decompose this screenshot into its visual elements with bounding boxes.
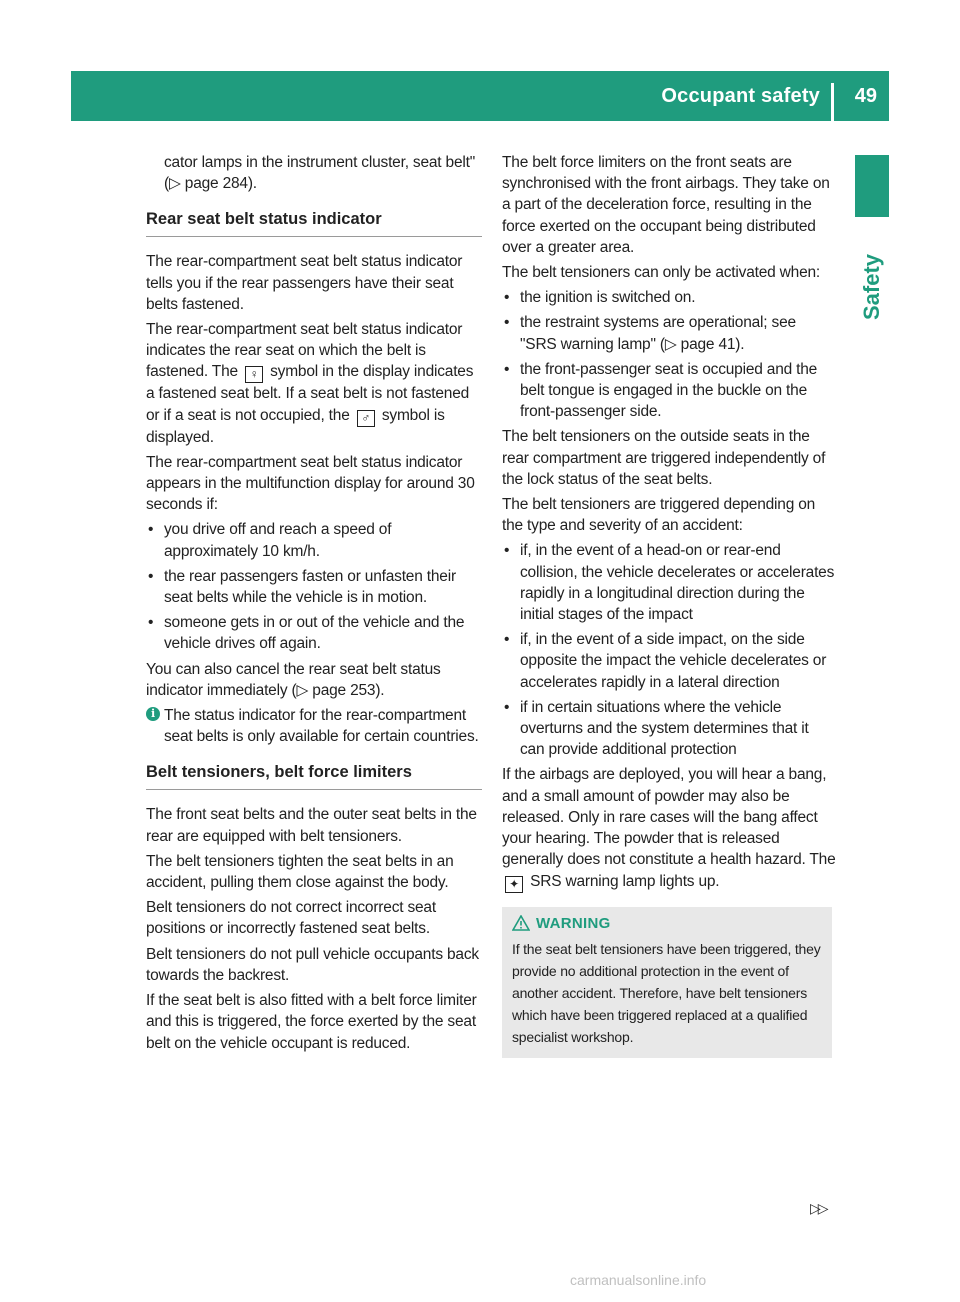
paragraph-part: symbol in the display indicates a fastened seat belt. If a seat belt is not fastened or if a seat is not occupied, the: [146, 363, 474, 424]
continue-arrows-icon: ▷▷: [810, 1200, 826, 1216]
srs-warning-lamp-icon: ✦: [505, 876, 523, 893]
list-item-text: someone gets in or out of the vehicle and the vehicle drives off again.: [164, 614, 465, 653]
list-item: [502, 359, 836, 423]
list-item-text: the restraint systems are operational; see "SRS warning lamp" (▷ page 41).: [520, 314, 796, 353]
right-column: [502, 152, 836, 1058]
warning-triangle-icon: [512, 915, 530, 931]
paragraph: The front seat belts and the outer seat belts in the rear are equipped with belt tensioners.: [146, 806, 477, 845]
paragraph: If the seat belt is also fitted with a belt force limiter and this is triggered, the force exerted by the seat belt on the vehicle occupant is reduced.: [146, 992, 477, 1052]
warning-box: [502, 907, 832, 1058]
section-heading-rear-seat-belt: Rear seat belt status indicator: [146, 208, 482, 237]
paragraph: The belt tensioners tighten the seat belts in an accident, pulling them close against the body.: [146, 852, 454, 892]
page-header: [71, 71, 889, 121]
list-item-text: the ignition is switched on.: [520, 289, 696, 307]
paragraph-part: The rear-compartment seat belt status indicator indicates the rear seat on which the belt is fastened. The: [146, 321, 463, 381]
paragraph-part: symbol is displayed.: [146, 406, 445, 446]
bullet-icon: •: [504, 698, 510, 716]
bullet-icon: •: [504, 542, 510, 560]
paragraph: You can also cancel the rear seat belt status indicator immediately (▷ page 253).: [146, 660, 441, 699]
list-item: [146, 566, 482, 608]
paragraph: Belt tensioners do not correct incorrect seat positions or incorrectly fastened seat belts.: [146, 899, 436, 938]
bullet-icon: •: [148, 567, 154, 585]
paragraph: The belt force limiters on the front seats are synchronised with the front airbags. They take on a part of the deceleration force, resulting in the force exerted on the occupant being distributed over a greater area.: [502, 154, 830, 256]
paragraph: The rear-compartment seat belt status indicator tells you if the rear passengers have their seat belts fastened.: [146, 253, 463, 313]
section-heading-belt-tensioners: Belt tensioners, belt force limiters: [146, 761, 482, 790]
seat-belt-fastened-icon: ♀: [245, 366, 263, 383]
bullet-icon: •: [504, 289, 510, 307]
warning-header: [512, 915, 822, 932]
paragraph-part: If the airbags are deployed, you will hear a bang, and a small amount of powder may also be released. Only in rare cases will the bang affect your hearing. The powder that is released generally does not constitute a health hazard. The: [502, 766, 836, 869]
bullet-icon: •: [504, 631, 510, 649]
paragraph: The rear-compartment seat belt status indicator appears in the multifunction display for around 30 seconds if:: [146, 453, 475, 514]
bullet-icon: •: [504, 314, 510, 332]
list-item: [502, 287, 836, 308]
paragraph: The belt tensioners are triggered depending on the type and severity of an accident:: [502, 496, 816, 535]
list-item-text: if, in the event of a head-on or rear-end collision, the vehicle decelerates or accelerates rapidly in a longitudinal direction during the initial stages of the impact: [520, 542, 835, 624]
intro-text: cator lamps in the instrument cluster, seat belt" (▷ page 284).: [164, 154, 476, 193]
list-item-text: if in certain situations where the vehicle overturns and the system determines that it can provide additional protection: [520, 698, 809, 759]
paragraph: Belt tensioners do not pull vehicle occupants back towards the backrest.: [146, 945, 479, 984]
list-item: [502, 540, 836, 625]
list-item-text: the rear passengers fasten or unfasten their seat belts while the vehicle is in motion.: [164, 567, 456, 607]
watermark: carmanualsonline.info: [570, 1272, 707, 1288]
list-item: [146, 612, 482, 654]
list-item: [502, 312, 836, 354]
list-item-text: you drive off and reach a speed of approximately 10 km/h.: [164, 521, 392, 560]
warning-text: If the seat belt tensioners have been triggered, they provide no additional protection in the event of another accident. Therefore, have belt tensioners which have been triggered replaced at a qualified specialist workshop.: [512, 940, 821, 1045]
side-tab-label: [852, 232, 892, 342]
paragraph: The belt tensioners can only be activated when:: [502, 264, 821, 282]
bullet-icon: •: [504, 360, 510, 378]
list-item: [146, 519, 482, 561]
list-item: [502, 697, 836, 761]
page-number: 49: [854, 85, 877, 107]
bullet-icon: •: [148, 521, 154, 539]
left-column: [146, 152, 482, 1058]
paragraph-with-symbol: [502, 764, 836, 892]
side-tab-marker: [855, 155, 889, 217]
list-item-text: the front-passenger seat is occupied and the belt tongue is engaged in the buckle on the front-passenger side.: [520, 360, 818, 421]
paragraph-part: SRS warning lamp lights up.: [530, 872, 720, 890]
info-icon: i: [146, 707, 160, 721]
paragraph: The belt tensioners on the outside seats in the rear compartment are triggered independently of the lock status of the seat belts.: [502, 428, 826, 488]
page-title: Occupant safety: [661, 85, 820, 107]
header-divider: [831, 83, 834, 121]
bullet-icon: •: [148, 614, 154, 632]
list-item: [502, 629, 836, 693]
list-item-text: if, in the event of a side impact, on the side opposite the impact the vehicle decelerates or accelerates rapidly in a lateral direction: [520, 631, 827, 691]
info-note: [146, 705, 482, 747]
side-tab-label-text: Safety: [859, 253, 884, 321]
paragraph-with-symbols: [146, 319, 482, 448]
warning-title: WARNING: [536, 914, 611, 932]
info-note-text: The status indicator for the rear-compartment seat belts is only available for certain countries.: [164, 707, 479, 746]
seat-belt-unfastened-icon: ♂: [357, 410, 375, 427]
